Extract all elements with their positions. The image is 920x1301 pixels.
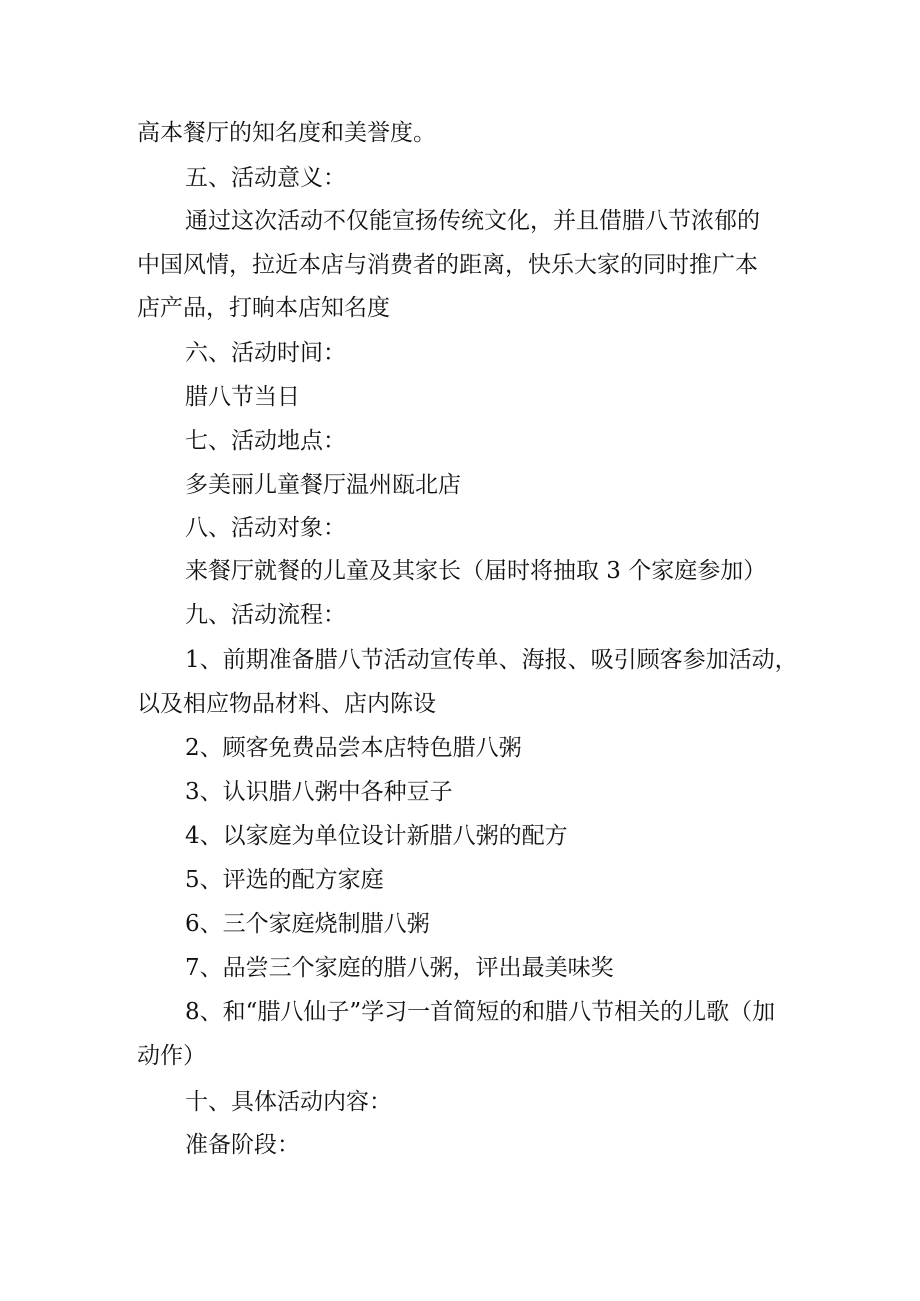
activity-location-value: 多美丽儿童餐厅温州瓯北店	[185, 472, 461, 498]
section-5-paragraph-line: 店产品，打晌本店知名度	[137, 295, 390, 321]
process-step-8-line: 8、和“腊八仙子”学习一首简短的和腊八节相关的儿歌（加	[185, 999, 776, 1025]
activity-time-value: 腊八节当日	[185, 384, 300, 410]
section-6-heading: 六、活动时间：	[185, 340, 346, 366]
process-step-5: 5、评选的配方家庭	[185, 867, 384, 893]
process-step-1-line: 以及相应物品材料、店内陈设	[137, 691, 436, 717]
section-7-heading: 七、活动地点：	[185, 428, 346, 454]
intro-text-line: 高本餐厅的知名度和美誉度。	[137, 120, 436, 146]
section-9-heading: 九、活动流程：	[185, 602, 346, 628]
process-step-3: 3、认识腊八粥中各种豆子	[185, 779, 453, 805]
section-8-heading: 八、活动对象：	[185, 515, 346, 541]
section-5-heading: 五、活动意义：	[185, 165, 346, 191]
process-step-6: 6、三个家庭烧制腊八粥	[185, 911, 430, 937]
activity-audience-value: 来餐厅就餐的儿童及其家长（届时将抽取 3 个家庭参加）	[185, 558, 767, 584]
preparation-stage-heading: 准备阶段：	[185, 1132, 300, 1158]
process-step-7: 7、品尝三个家庭的腊八粥，评出最美味奖	[185, 955, 614, 981]
process-step-1-line: 1、前期准备腊八节活动宣传单、海报、吸引顾客参加活动，	[185, 647, 798, 673]
process-step-4: 4、以家庭为单位设计新腊八粥的配方	[185, 823, 568, 849]
section-10-heading: 十、具体活动内容：	[185, 1089, 392, 1115]
section-5-paragraph-line: 中国风情，拉近本店与消费者的距离，快乐大家的同时推广本	[137, 252, 758, 278]
process-step-8-line: 动作）	[137, 1043, 206, 1069]
section-5-paragraph-line: 通过这次活动不仅能宣扬传统文化，并且借腊八节浓郁的	[185, 208, 760, 234]
process-step-2: 2、顾客免费品尝本店特色腊八粥	[185, 735, 522, 761]
